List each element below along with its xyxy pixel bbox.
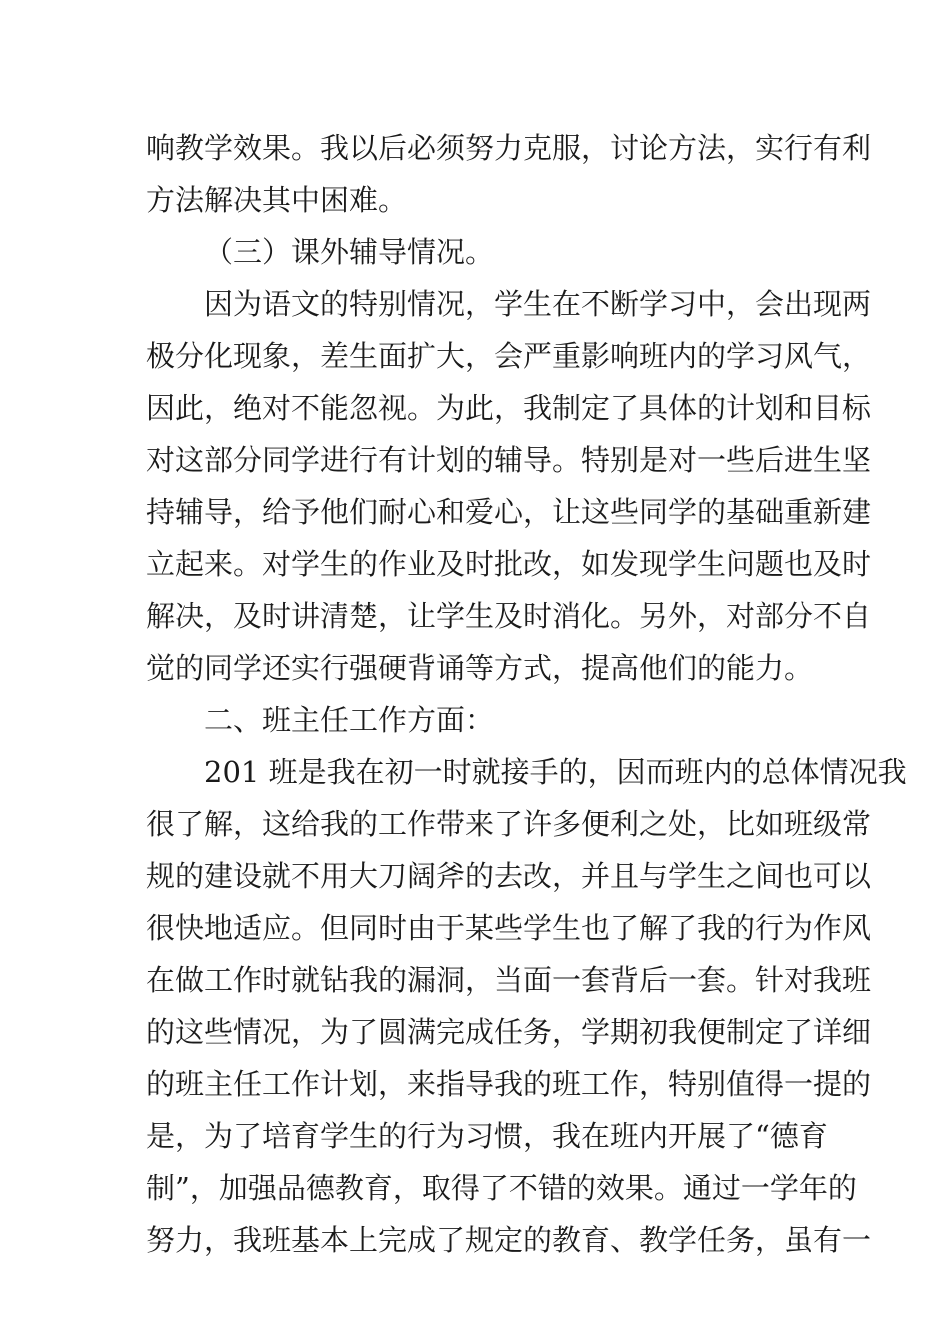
paragraph-2-line-10: 努力，我班基本上完成了规定的教育、教学任务，虽有一: [146, 1223, 872, 1257]
paragraph-line-6: 立起来。对学生的作业及时批改，如发现学生问题也及时: [146, 547, 872, 581]
paragraph-2-line-9: 制”，加强品德教育，取得了不错的效果。通过一学年的: [146, 1171, 857, 1205]
paragraph-2-line-8: 是，为了培育学生的行为习惯，我在班内开展了“德育: [146, 1119, 828, 1153]
text-line-2: 方法解决其中困难。: [146, 183, 408, 217]
paragraph-2-line-6: 的这些情况，为了圆满完成任务，学期初我便制定了详细: [146, 1015, 872, 1049]
section-heading-class-teacher: 二、班主任工作方面：: [204, 703, 495, 737]
paragraph-2-line-2: 很了解，这给我的工作带来了许多便利之处，比如班级常: [146, 807, 872, 841]
paragraph-2-line-1: 201 班是我在初一时就接手的，因而班内的总体情况我: [204, 755, 907, 789]
text-line-1: 响教学效果。我以后必须努力克服，讨论方法，实行有利: [146, 131, 872, 165]
paragraph-line-5: 持辅导，给予他们耐心和爱心，让这些同学的基础重新建: [146, 495, 872, 529]
paragraph-line-7: 解决，及时讲清楚，让学生及时消化。另外，对部分不自: [146, 599, 872, 633]
paragraph-2-line-7: 的班主任工作计划，来指导我的班工作，特别值得一提的: [146, 1067, 872, 1101]
paragraph-2-line-4: 很快地适应。但同时由于某些学生也了解了我的行为作风: [146, 911, 872, 945]
paragraph-2-line-5: 在做工作时就钻我的漏洞，当面一套背后一套。针对我班: [146, 963, 872, 997]
paragraph-line-2: 极分化现象，差生面扩大，会严重影响班内的学习风气，: [146, 339, 872, 373]
paragraph-line-4: 对这部分同学进行有计划的辅导。特别是对一些后进生坚: [146, 443, 872, 477]
paragraph-line-1: 因为语文的特别情况，学生在不断学习中，会出现两: [204, 287, 872, 321]
paragraph-line-8: 觉的同学还实行强硬背诵等方式，提高他们的能力。: [146, 651, 814, 685]
section-heading-extracurricular: （三）课外辅导情况。: [204, 235, 495, 269]
paragraph-2-line-3: 规的建设就不用大刀阔斧的去改，并且与学生之间也可以: [146, 859, 872, 893]
paragraph-line-3: 因此，绝对不能忽视。为此，我制定了具体的计划和目标: [146, 391, 872, 425]
